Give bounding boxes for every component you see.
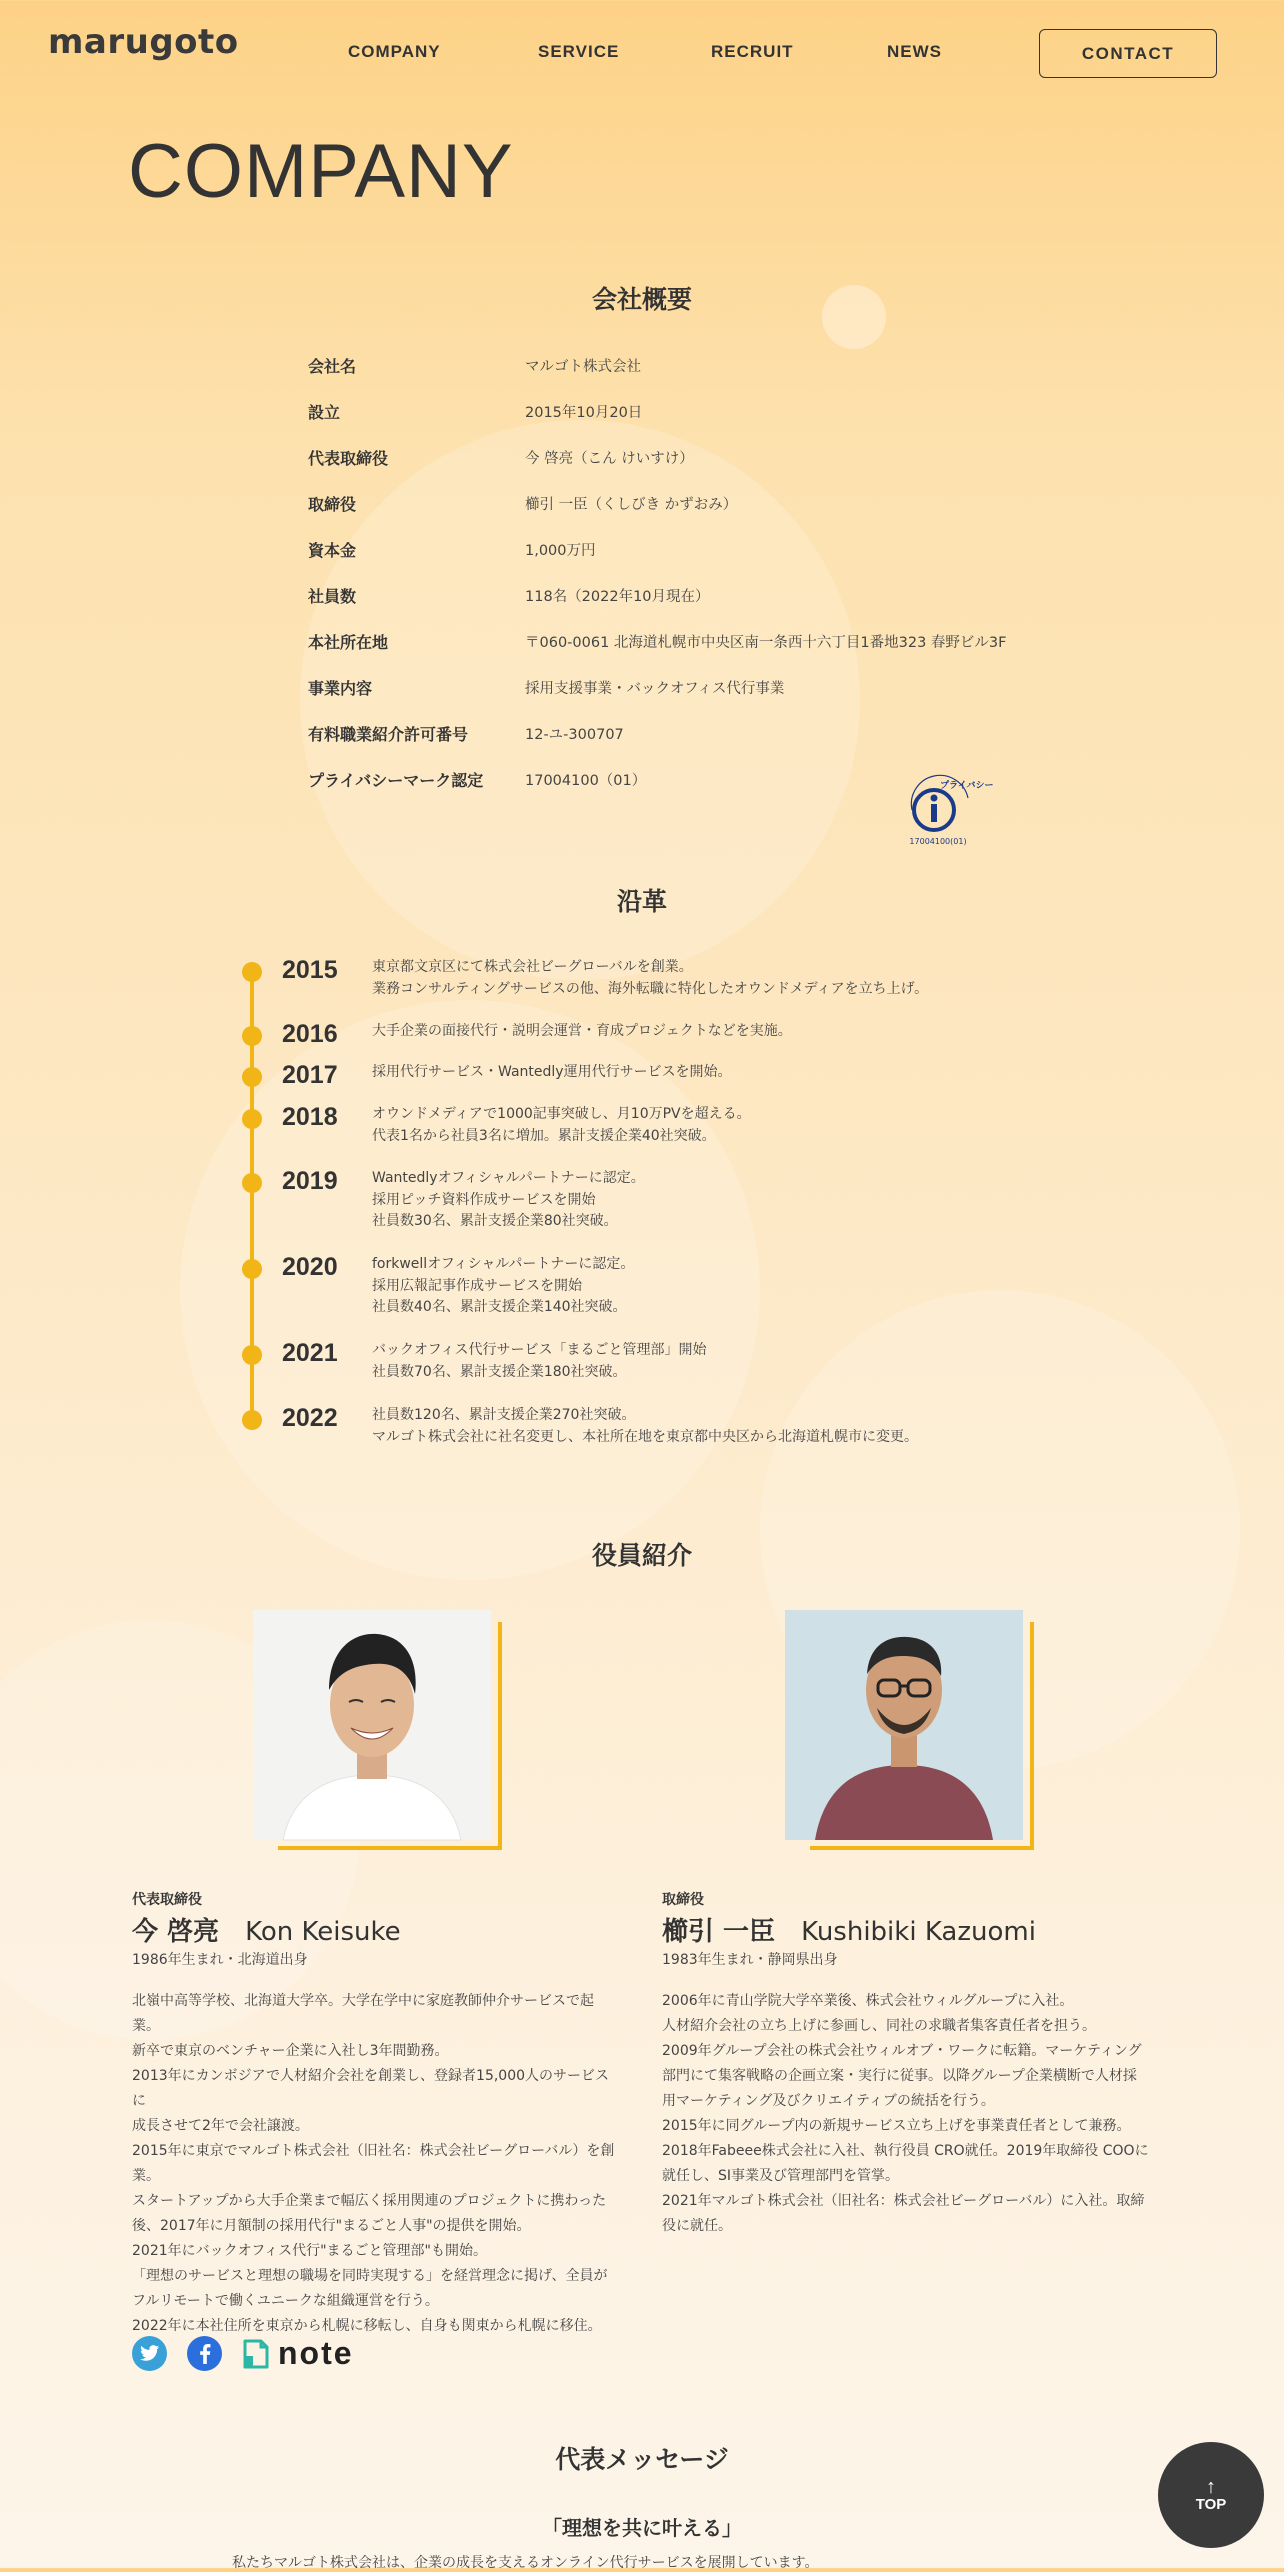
overview-label: 代表取締役 [308,449,389,468]
timeline-text: 大手企業の面接代行・説明会運営・育成プロジェクトなどを実施。 [372,1023,792,1039]
bio-line: 新卒で東京のベンチャー企業に入社し3年間勤務。 [132,2043,449,2059]
contact-button[interactable]: CONTACT [1039,29,1217,78]
nav-recruit[interactable]: RECRUIT [711,42,794,61]
overview-value: 17004100（01） [525,773,647,789]
timeline-dot [242,962,262,982]
person-illustration [253,1610,491,1840]
person-illustration [785,1610,1023,1840]
twitter-icon[interactable] [132,2336,167,2371]
nav-service[interactable]: SERVICE [538,42,620,61]
overview-value: 採用支援事業・バックオフィス代行事業 [525,681,785,697]
timeline-year: 2019 [282,1167,338,1195]
message-subtitle: 「理想を共に叶える」 [542,2516,742,2540]
bio-line: 就任し、SI事業及び管理部門を管掌。 [662,2168,900,2184]
member-bio [662,1989,1152,2239]
member-photo-kon [253,1610,491,1840]
nav-company[interactable]: COMPANY [348,42,441,61]
bio-line: 2015年に東京でマルゴト株式会社（旧社名：株式会社ビーグローバル）を創 [132,2143,615,2159]
timeline-year: 2022 [282,1404,338,1432]
member-role: 取締役 [662,1892,704,1908]
member-photo-kushibiki [785,1610,1023,1840]
bio-line: 2021年にバックオフィス代行"まるごと管理部"も開始。 [132,2243,487,2259]
timeline-dot [242,1067,262,1087]
overview-label: 有料職業紹介許可番号 [308,725,469,744]
bio-line: スタートアップから大手企業まで幅広く採用関連のプロジェクトに携わった [132,2193,607,2209]
bio-line: 2015年に同グループ内の新規サービス立ち上げを事業責任者として兼務。 [662,2118,1131,2134]
overview-value: 櫛引 一臣（くしびき かずおみ） [525,497,738,513]
timeline-year: 2016 [282,1020,338,1048]
privacy-mark-icon [898,770,994,848]
member-name-ja: 櫛引 一臣 [662,1917,776,1947]
bio-line: 2006年に青山学院大学卒業後、株式会社ウィルグループに入社。 [662,1993,1074,2009]
timeline-year: 2015 [282,956,338,984]
bio-line: 後、2017年に月額制の採用代行"まるごと人事"の提供を開始。 [132,2218,531,2234]
overview-value: 〒060-0061 北海道札幌市中央区南一条西十六丁目1番地323 春野ビル3F [525,635,1007,651]
bio-line: 2022年に本社住所を東京から札幌に移転し、自身も関東から札幌に移住。 [132,2318,602,2334]
facebook-f-icon [199,2344,211,2364]
bio-line: 部門にて集客戦略の企画立案・実行に従事。以降グループ企業横断で人材採 [662,2068,1137,2084]
overview-row [308,400,1068,430]
bio-line: 2021年マルゴト株式会社（旧社名：株式会社ビーグローバル）に入社。取締 [662,2193,1145,2209]
overview-label: 資本金 [308,541,357,560]
arrow-up-icon: ↑ [1206,2475,1216,2498]
overview-label: 本社所在地 [308,633,389,652]
history-title: 沿革 [616,887,667,916]
bio-line: 「理想のサービスと理想の職場を同時実現する」を経営理念に掲げ、全員が [132,2268,608,2284]
members-title: 役員紹介 [591,1541,692,1570]
pmark-number: 17004100(01) [909,837,967,846]
message-title: 代表メッセージ [555,2445,729,2474]
social-links [132,2335,354,2372]
timeline-year: 2017 [282,1061,338,1089]
overview-row [308,676,1068,706]
member-bio [132,1989,622,2339]
bio-line: 2013年にカンボジアで人材紹介会社を創業し、登録者15,000人のサービスに [132,2068,610,2109]
overview-value: 12-ユ-300707 [525,727,624,743]
member-role: 代表取締役 [132,1892,202,1908]
note-wordmark: note [278,2335,354,2371]
bio-line: 役に就任。 [662,2218,732,2234]
site-logo[interactable]: marugoto [48,22,239,62]
overview-value: 今 啓亮（こん けいすけ） [525,451,694,467]
timeline-year: 2021 [282,1339,338,1367]
timeline-year: 2018 [282,1103,338,1131]
timeline-year: 2020 [282,1253,338,1281]
bio-line: 北嶺中高等学校、北海道大学卒。大学在学中に家庭教師仲介サービスで起 [132,1993,594,2009]
overview-row [308,354,1068,384]
bio-line: 業。 [132,2168,160,2184]
timeline-text: 採用代行サービス・Wantedly運用代行サービスを開始。 [372,1064,732,1080]
timeline-text: Wantedlyオフィシャルパートナーに認定。 採用ピッチ資料作成サービスを開始 社員数30名、累計支援企業80社突破。 [372,1170,645,1229]
overview-row [308,492,1068,522]
pmark-label: プライバシー [940,781,994,791]
timeline-text: 社員数120名、累計支援企業270社突破。 マルゴト株式会社に社名変更し、本社所在地を東京都中央区から北海道札幌市に変更。 [372,1407,918,1445]
note-icon [242,2338,270,2370]
overview-value: マルゴト株式会社 [525,359,641,375]
timeline-dot [242,1345,262,1365]
overview-row [308,722,1068,752]
overview-label: 設立 [308,403,341,422]
member-name-ja: 今 啓亮 [132,1917,220,1947]
bio-line: 人材紹介会社の立ち上げに参画し、同社の求職者集客責任者を担う。 [662,2018,1096,2034]
timeline-dot [242,1109,262,1129]
timeline-dot [242,1173,262,1193]
nav-news[interactable]: NEWS [887,42,942,61]
timeline-text: バックオフィス代行サービス「まるごと管理部」開始 社員数70名、累計支援企業180社突破。 [372,1342,707,1380]
twitter-bird-icon [140,2345,160,2362]
bio-line: 成長させて2年で会社譲渡。 [132,2118,309,2134]
overview-label: 事業内容 [308,679,373,698]
timeline-text: forkwellオフィシャルパートナーに認定。 採用広報記事作成サービスを開始 社員数40名、累計支援企業140社突破。 [372,1256,635,1315]
timeline-dot [242,1026,262,1046]
member-name [132,1911,401,1948]
timeline-text: オウンドメディアで1000記事突破し、月10万PVを超える。 代表1名から社員3名に増加。累計支援企業40社突破。 [372,1106,751,1144]
facebook-icon[interactable] [187,2336,222,2371]
member-name [662,1911,1036,1948]
bio-line: 業。 [132,2018,160,2034]
timeline-text: 東京都文京区にて株式会社ビーグローバルを創業。 業務コンサルティングサービスの他、海外転職に特化したオウンドメディアを立ち上げ。 [372,959,929,997]
timeline-dot [242,1410,262,1430]
overview-value: 2015年10月20日 [525,405,643,421]
overview-label: 取締役 [308,495,357,514]
member-name-en: Kon Keisuke [245,1917,401,1947]
overview-label: 社員数 [308,587,357,606]
member-photo-frame [785,1610,1035,1850]
member-birth: 1983年生まれ・静岡県出身 [662,1952,838,1968]
overview-label: プライバシーマーク認定 [308,771,484,790]
overview-row [308,584,1068,614]
overview-row [308,446,1068,476]
overview-row [308,630,1068,660]
overview-title: 会社概要 [591,285,692,314]
member-birth: 1986年生まれ・北海道出身 [132,1952,308,1968]
note-link[interactable] [242,2335,354,2372]
bio-line: 用マーケティング及びクリエイティブの統括を行う。 [662,2093,995,2109]
member-name-en: Kushibiki Kazuomi [801,1917,1036,1947]
message-text: 私たちマルゴト株式会社は、企業の成長を支えるオンライン代行サービスを展開しています。 [232,2555,819,2571]
bio-line: 2009年グループ会社の株式会社ウィルオブ・ワークに転籍。マーケティング [662,2043,1142,2059]
timeline-dot [242,1259,262,1279]
back-to-top-label: TOP [1195,2495,1227,2513]
page-title: COMPANY [128,129,514,214]
bio-line: 2018年Fabeee株式会社に入社、執行役員 CRO就任。2019年取締役 COOに [662,2143,1149,2159]
overview-value: 1,000万円 [525,543,596,559]
site-header [0,0,1284,100]
bio-line: フルリモートで働くユニークな組織運営を行う。 [132,2293,439,2309]
overview-row [308,538,1068,568]
back-to-top-button[interactable] [1158,2442,1264,2548]
overview-label: 会社名 [308,357,357,376]
overview-value: 118名（2022年10月現在） [525,589,710,605]
member-photo-frame [253,1610,503,1850]
